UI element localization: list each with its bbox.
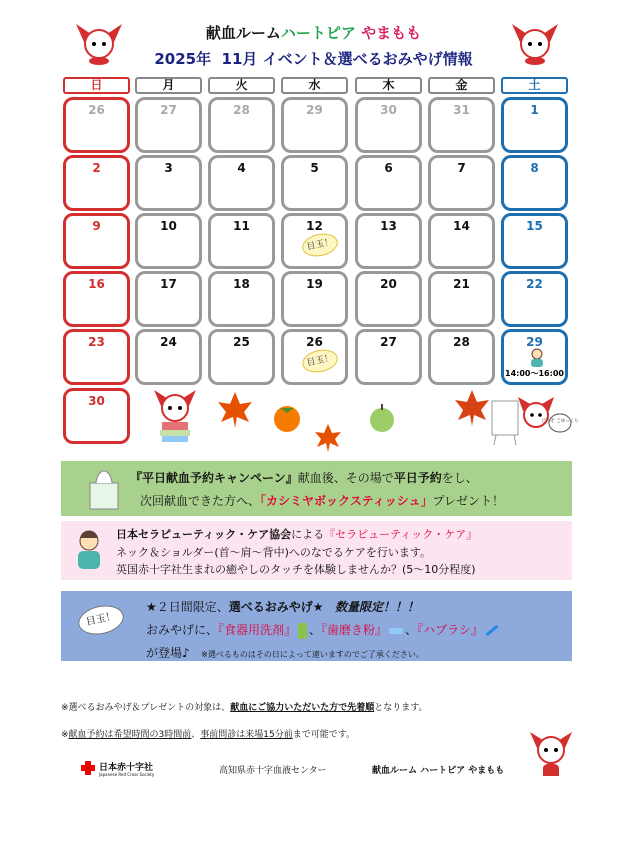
calendar-day-cell	[428, 329, 495, 385]
campaign-line1: 『平日献血予約キャンペーン』献血後、その場で平日予約をし、	[130, 471, 478, 485]
detergent-icon	[298, 623, 307, 639]
calendar-day-cell	[63, 329, 130, 385]
medama-badge: 目玉！	[300, 230, 340, 259]
calendar-day-number: 26	[88, 103, 105, 117]
calendar-day-number: 7	[457, 161, 466, 175]
apple-icon	[366, 400, 398, 434]
calendar-day-number: 18	[233, 277, 250, 291]
maple-leaf-small-icon	[312, 422, 344, 454]
calendar-day-cell	[208, 97, 275, 153]
weekday-header: 土	[501, 77, 568, 94]
calendar-day-cell	[208, 213, 275, 269]
calendar-day-number: 25	[233, 335, 250, 349]
note-2: ※献血予約は希望時間の3時間前、事前問診は来場15分前まで可能です。	[61, 730, 356, 740]
omiyage-medama-badge: 目玉！	[76, 602, 127, 639]
calendar-day-number: 20	[380, 277, 397, 291]
calendar-day-cell	[281, 155, 348, 211]
weekday-header: 水	[281, 77, 348, 94]
calendar-day-number: 10	[160, 219, 177, 233]
calendar-day-number: 28	[453, 335, 470, 349]
calendar-day-cell	[281, 329, 348, 385]
mascot-left-icon	[74, 22, 124, 66]
calendar-day-cell	[208, 271, 275, 327]
therapist-small-icon	[527, 348, 547, 368]
calendar-day-cell	[355, 155, 422, 211]
calendar-day-cell	[63, 155, 130, 211]
calendar-day-cell	[208, 155, 275, 211]
weekday-header: 月	[135, 77, 202, 94]
maple-leaf-right-icon	[452, 388, 492, 428]
calendar-day-cell	[135, 155, 202, 211]
calendar-day-number: 4	[237, 161, 246, 175]
calendar-day-cell	[135, 213, 202, 269]
calendar-day-number: 17	[160, 277, 177, 291]
calendar-day-cell	[63, 97, 130, 153]
calendar-day-cell	[355, 329, 422, 385]
calendar-day-cell	[355, 97, 422, 153]
calendar-day-cell	[355, 213, 422, 269]
calendar-day-cell	[135, 329, 202, 385]
therapy-line3: 英国赤十字社生まれの癒やしのタッチを体験しませんか？(5～10分程度)	[116, 563, 476, 576]
footer-center: 高知県赤十字血液センター	[219, 766, 327, 776]
note-1: ※選べるおみやげ＆プレゼントの対象は、献血にご協力いただいた方で先着順となります。	[61, 703, 428, 713]
page-title-line2: 2025年 11月 イベント＆選べるおみやげ情報	[154, 50, 473, 68]
mascot-reading-icon	[152, 388, 198, 444]
toothpaste-icon	[389, 628, 403, 634]
calendar-day-cell	[501, 271, 568, 327]
therapist-icon	[72, 528, 106, 572]
page-title-line1: 献血ルームハートピア やまもも	[205, 24, 422, 42]
calendar-day-number: 31	[453, 103, 470, 117]
calendar-day-cell	[281, 213, 348, 269]
maple-leaf-icon	[215, 390, 255, 430]
calendar-day-cell	[281, 97, 348, 153]
red-cross-icon	[80, 760, 96, 776]
calendar-day-number: 8	[530, 161, 539, 175]
calendar-day-cell	[501, 155, 568, 211]
calendar-day-number: 16	[88, 277, 105, 291]
therapy-line1: 日本セラピューティック・ケア協会による『セラピューティック・ケア』	[116, 528, 478, 541]
weekday-header: 日	[63, 77, 130, 94]
therapy-line2: ネック＆ショルダー(首～肩～背中)へのなでるケアを行います。	[116, 546, 432, 559]
calendar-day-cell	[355, 271, 422, 327]
calendar-day-number: 2	[92, 161, 101, 175]
calendar-day-cell	[501, 213, 568, 269]
calendar-day-number: 30	[380, 103, 397, 117]
toothbrush-icon	[486, 625, 499, 636]
calendar-day-number: 24	[160, 335, 177, 349]
calendar-day-number: 13	[380, 219, 397, 233]
medama-badge: 目玉！	[300, 346, 340, 375]
calendar-day-number: 5	[310, 161, 319, 175]
calendar-day-number: 1	[530, 103, 539, 117]
campaign-line2: 次回献血できた方へ、「カシミヤボックスティッシュ」プレゼント！	[140, 494, 504, 508]
calendar-day-number: 30	[88, 394, 105, 408]
calendar-day-number: 29	[526, 335, 543, 349]
omiyage-line2: おみやげに、『食器用洗剤』 、『歯磨き粉』 、『ハブラシ』	[146, 621, 501, 639]
calendar-day-number: 29	[306, 103, 323, 117]
weekday-header: 木	[355, 77, 422, 94]
calendar-day-number: 27	[380, 335, 397, 349]
calendar-day-cell	[501, 97, 568, 153]
jrc-logo-en: Japanese Red Cross Society	[99, 772, 155, 777]
calendar-day-number: 15	[526, 219, 543, 233]
calendar-day-cell	[428, 271, 495, 327]
omiyage-line1: ★２日間限定、選べるおみやげ★ 数量限定！！！	[146, 600, 419, 614]
calendar-day-cell	[63, 213, 130, 269]
calendar-day-cell	[135, 97, 202, 153]
calendar-day-number: 27	[160, 103, 177, 117]
footer-room: 献血ルーム ハートピア やまもも	[372, 766, 505, 776]
calendar-day-number: 19	[306, 277, 323, 291]
tissue-box-icon	[86, 463, 122, 513]
calendar-day-number: 22	[526, 277, 543, 291]
calendar-day-number: 3	[164, 161, 173, 175]
speech-bubble-text: どうぞ ごゆっくり	[541, 419, 579, 424]
calendar-day-cell	[135, 271, 202, 327]
calendar-day-number: 23	[88, 335, 105, 349]
persimmon-icon	[270, 400, 304, 434]
calendar-day-cell	[63, 271, 130, 327]
weekday-header: 火	[208, 77, 275, 94]
calendar-day-number: 6	[384, 161, 393, 175]
mascot-right-icon	[510, 22, 560, 66]
calendar-day-number: 28	[233, 103, 250, 117]
calendar-day-number: 21	[453, 277, 470, 291]
calendar-day-cell	[63, 388, 130, 444]
calendar-day-cell	[428, 97, 495, 153]
mascot-welcome-icon	[490, 395, 579, 447]
calendar-day-cell	[428, 213, 495, 269]
jrc-logo-text: 日本赤十字社	[99, 763, 154, 773]
calendar-day-number: 12	[306, 219, 323, 233]
calendar-day-cell	[281, 271, 348, 327]
calendar-day-number: 14	[453, 219, 470, 233]
weekday-header: 金	[428, 77, 495, 94]
calendar-day-number: 9	[92, 219, 101, 233]
calendar-day-cell	[208, 329, 275, 385]
calendar-day-cell	[501, 329, 568, 385]
time-badge: 14:00～16:00	[505, 369, 564, 378]
mascot-footer-icon	[528, 730, 574, 780]
calendar-day-number: 11	[233, 219, 250, 233]
omiyage-line3: が登場♪ ※選べるものはその日によって違いますのでご了承ください。	[146, 646, 424, 660]
calendar-day-cell	[428, 155, 495, 211]
calendar-day-number: 26	[306, 335, 323, 349]
